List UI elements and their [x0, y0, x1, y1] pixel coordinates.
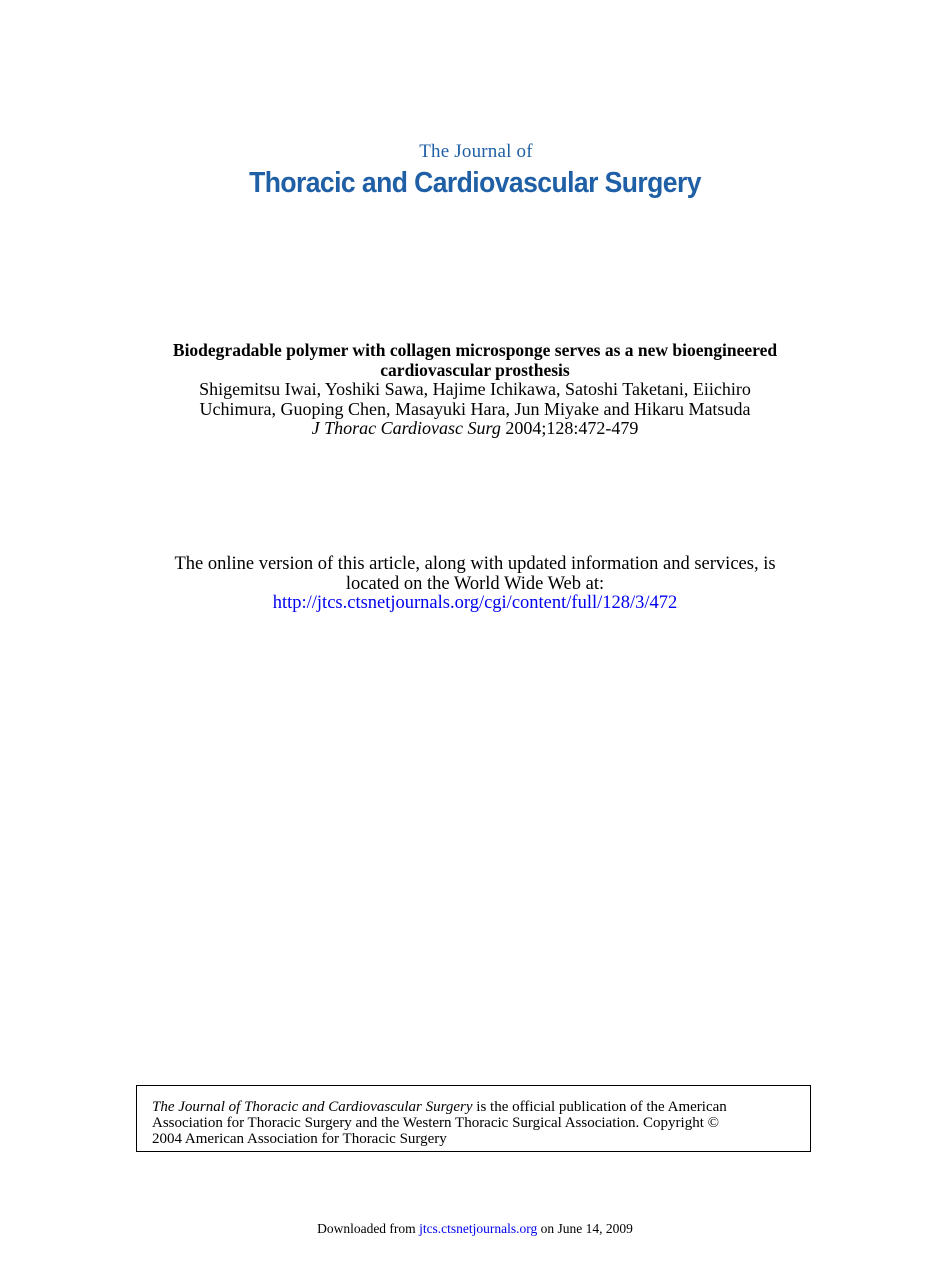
footer-site-link[interactable]: jtcs.ctsnetjournals.org: [419, 1221, 538, 1236]
article-title-line-2: cardiovascular prosthesis: [380, 359, 570, 380]
notice-line-1: [152, 1099, 810, 1115]
footer-suffix: on June 14, 2009: [537, 1221, 633, 1236]
notice-line-3: 2004 American Association for Thoracic Surgery: [152, 1131, 447, 1147]
notice-text-1: is the official publication of the American: [472, 1099, 727, 1115]
citation-journal: J Thorac Cardiovasc Surg: [311, 418, 501, 438]
masthead-title: Thoracic and Cardiovascular Surgery: [249, 167, 701, 199]
online-text-line-2: located on the World Wide Web at:: [345, 573, 605, 594]
citation-details: 2004;128:472-479: [500, 418, 639, 438]
article-url-link[interactable]: http://jtcs.ctsnetjournals.org/cgi/content/full/128/3/472: [272, 593, 678, 613]
citation: [0, 419, 950, 439]
publication-notice-box: [136, 1085, 811, 1152]
masthead-subtitle: The Journal of: [419, 141, 533, 162]
notice-line-2: Association for Thoracic Surgery and the Western Thoracic Surgical Association. Copyright ©: [152, 1115, 720, 1131]
article-title-line-1: Biodegradable polymer with collagen microsponge serves as a new bioengineered: [172, 340, 778, 360]
online-version-info: [0, 555, 950, 614]
authors-line-2: Uchimura, Guoping Chen, Masayuki Hara, Jun Miyake and Hikaru Matsuda: [199, 398, 751, 419]
footer-prefix: Downloaded from: [317, 1221, 420, 1236]
online-text-line-1: The online version of this article, along with updated information and services, is: [174, 554, 776, 574]
authors-line-1: Shigemitsu Iwai, Yoshiki Sawa, Hajime Ichikawa, Satoshi Taketani, Eiichiro: [199, 379, 751, 399]
journal-masthead: [0, 140, 950, 202]
notice-journal-name: The Journal of Thoracic and Cardiovascular Surgery: [152, 1099, 473, 1115]
article-info: [0, 341, 950, 439]
download-footer: [0, 1221, 950, 1237]
